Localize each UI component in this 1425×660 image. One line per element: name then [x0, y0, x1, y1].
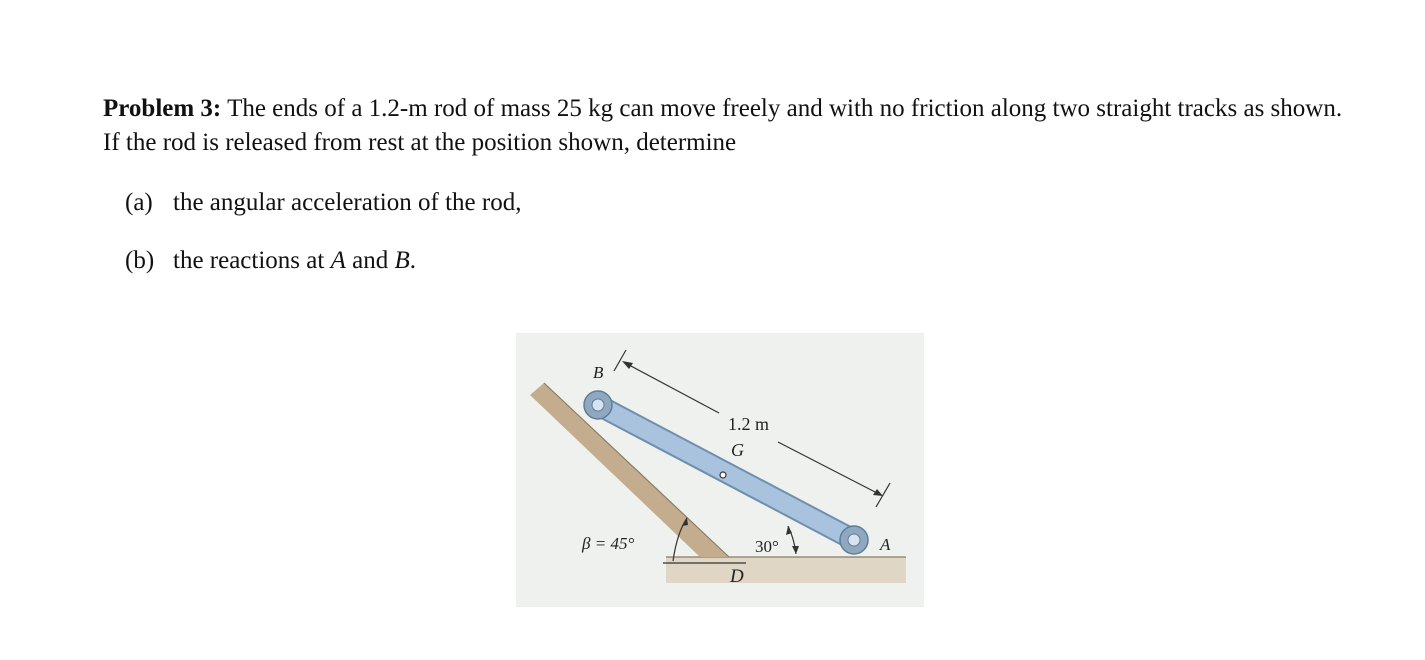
- label-a: A: [880, 535, 891, 554]
- rod-diagram: [516, 333, 924, 607]
- part-b-text-post: .: [409, 247, 416, 274]
- label-d: D: [730, 566, 744, 587]
- label-b: B: [593, 363, 604, 382]
- label-30-degrees: 30°: [755, 537, 779, 556]
- part-b: [125, 244, 416, 278]
- part-a-text: the angular acceleration of the rod,: [173, 189, 522, 216]
- label-beta: β = 45°: [582, 534, 635, 553]
- part-b-letter: (b): [125, 247, 155, 274]
- center-of-mass-marker: [720, 472, 726, 478]
- problem-statement: [103, 92, 1353, 160]
- pin-b-center: [592, 399, 604, 411]
- part-b-text-pre: the reactions at: [173, 247, 331, 274]
- rod-figure: [516, 333, 924, 607]
- label-g: G: [731, 440, 744, 460]
- label-length: 1.2 m: [728, 414, 770, 434]
- part-b-var-a: A: [330, 247, 346, 274]
- ground-track: [666, 557, 906, 583]
- part-a-letter: (a): [125, 189, 153, 216]
- part-a: [125, 186, 521, 220]
- problem-label: Problem 3:: [103, 95, 222, 122]
- problem-text: The ends of a 1.2-m rod of mass 25 kg can move freely and with no friction along two straight tracks as shown. If the rod is released from rest at the position shown, determine: [103, 95, 1343, 156]
- pin-a-center: [848, 534, 860, 546]
- part-b-var-b: B: [394, 247, 410, 274]
- part-b-text-mid: and: [345, 247, 395, 274]
